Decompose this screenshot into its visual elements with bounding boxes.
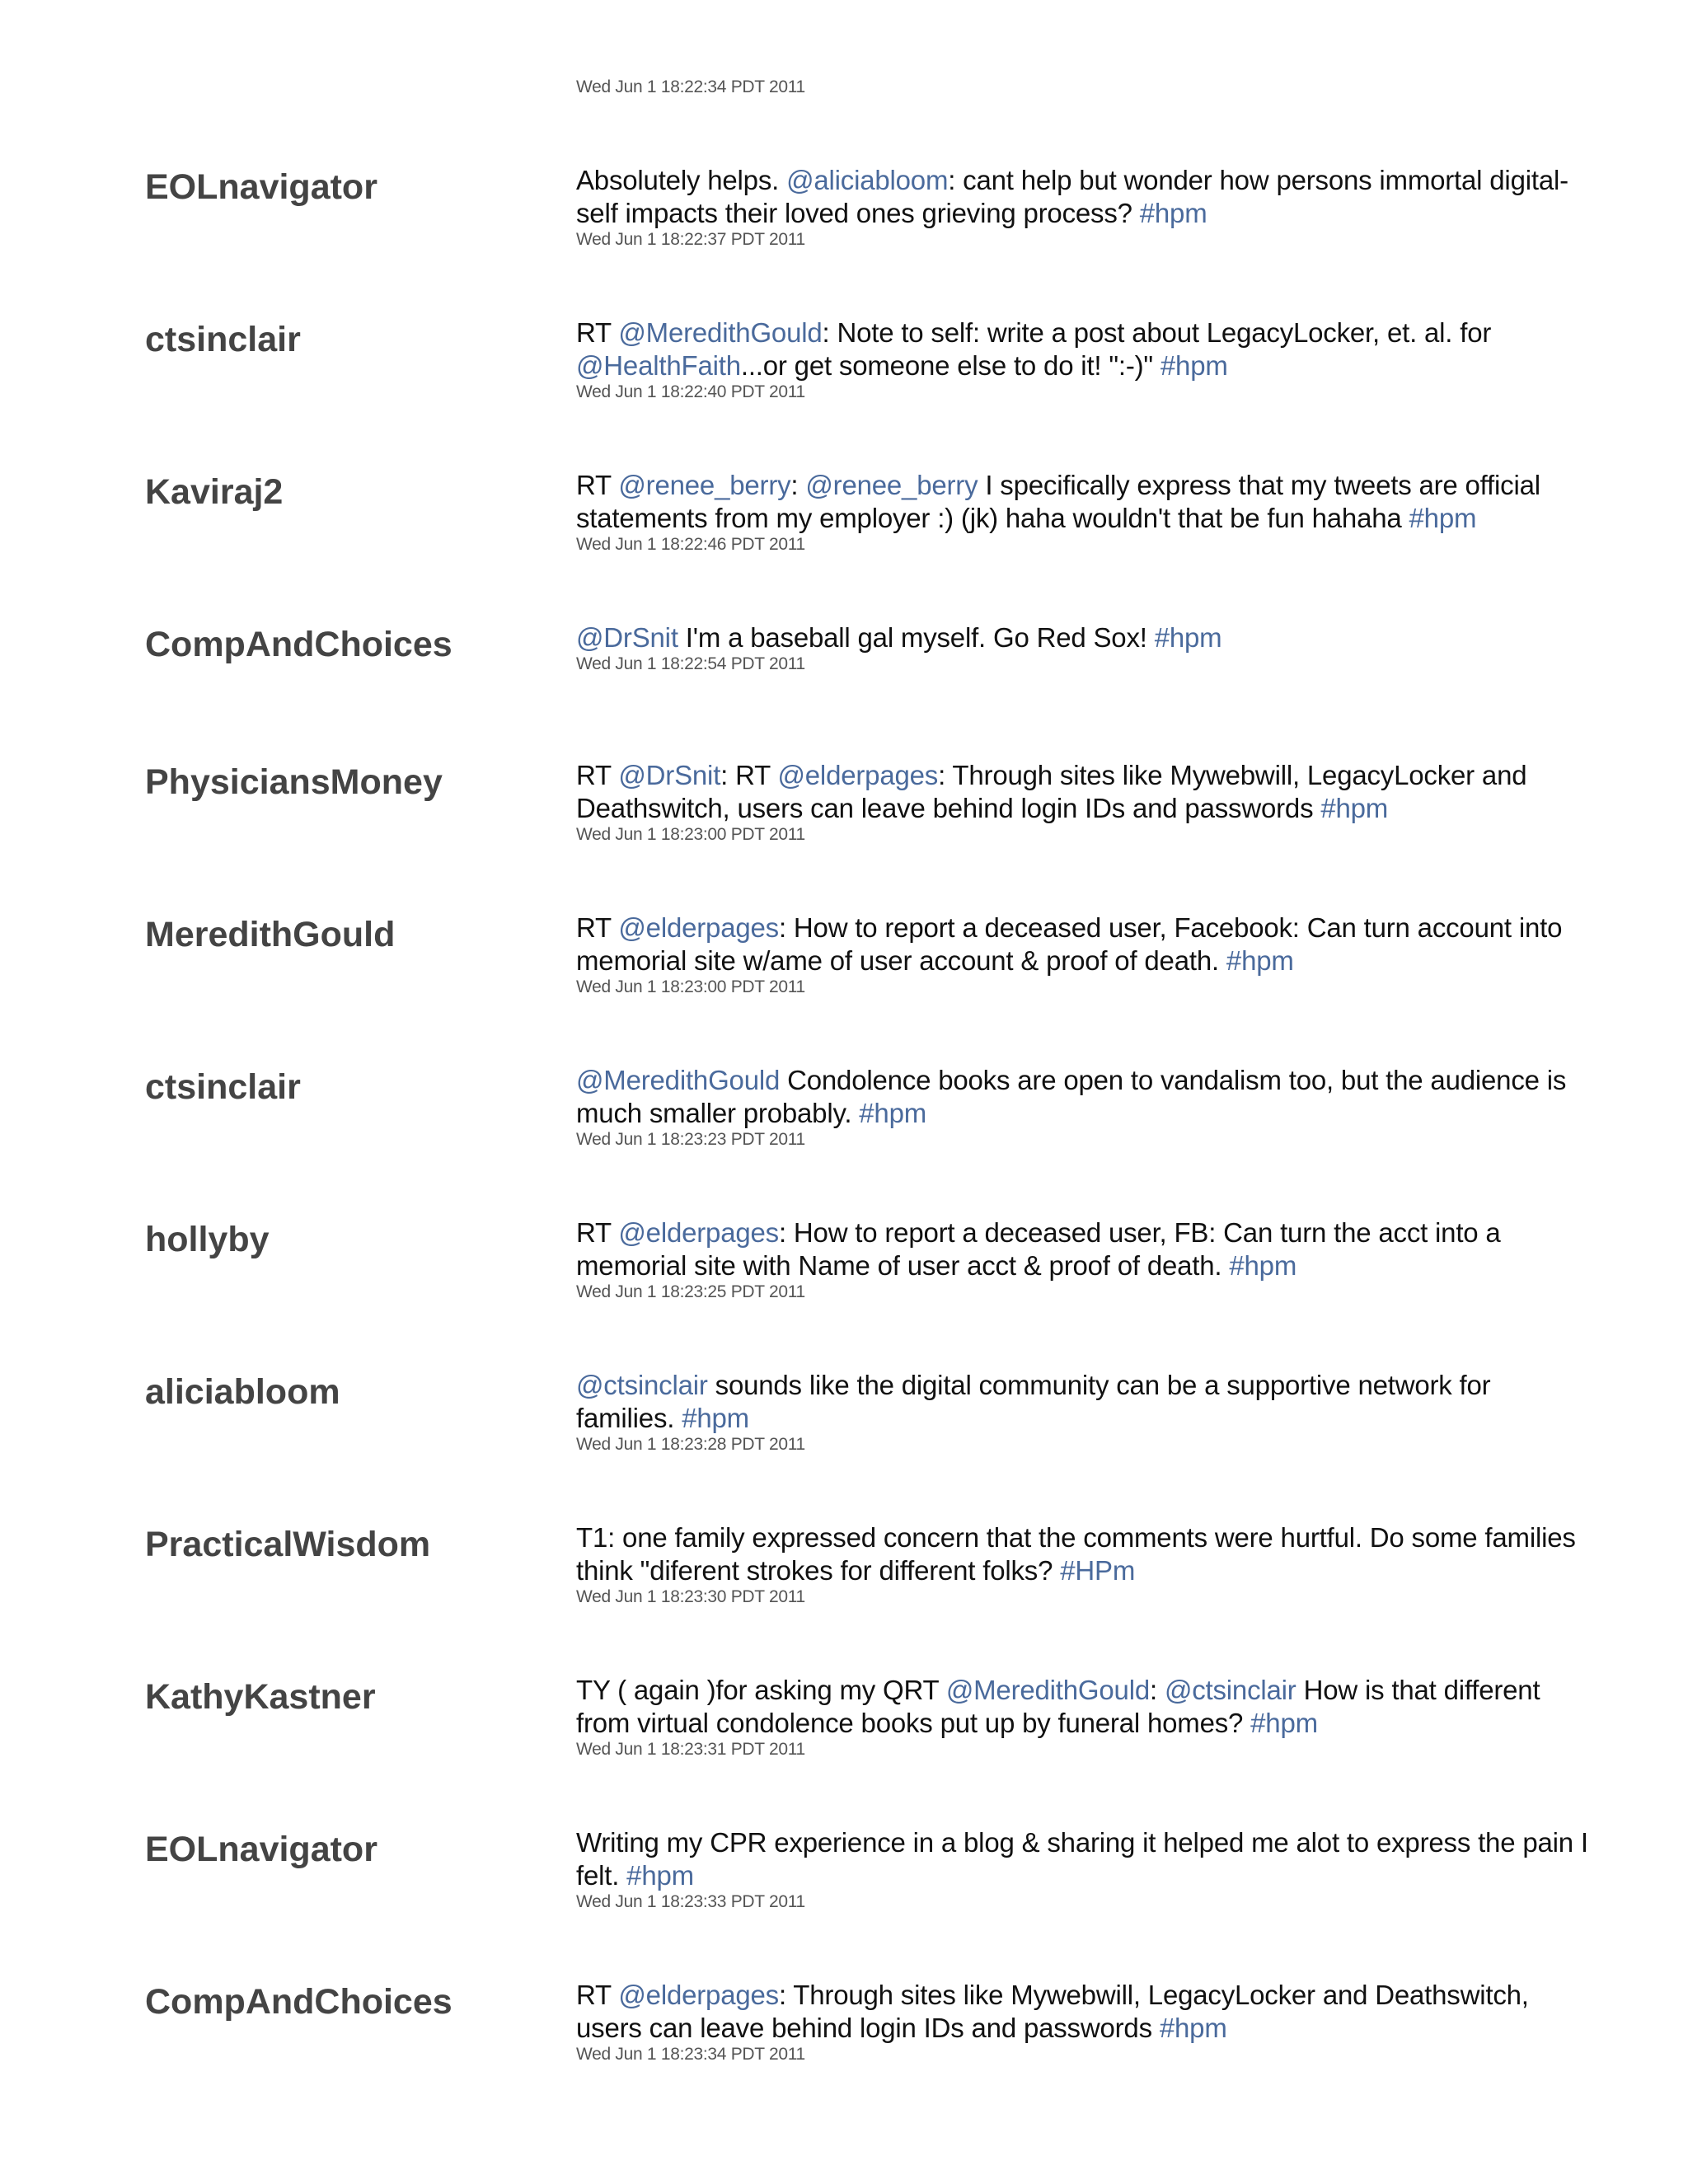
tweet-text xyxy=(576,1064,1590,1130)
tweet-text-segment: : Note to self: write a post about LegacyLocker, et. al. for xyxy=(822,317,1499,348)
tweet-text-segment: TY ( again )for asking my QRT xyxy=(576,1675,946,1705)
tweet-link[interactable]: #hpm xyxy=(1250,1708,1318,1738)
tweet-username[interactable]: CompAndChoices xyxy=(145,625,452,664)
tweet-body xyxy=(576,1521,1590,1607)
tweet-timestamp: Wed Jun 1 18:22:54 PDT 2011 xyxy=(576,654,805,673)
tweet-link[interactable]: @ctsinclair xyxy=(1164,1675,1296,1705)
tweet-body xyxy=(576,1674,1590,1760)
tweet-body xyxy=(576,1826,1596,1912)
tweet-text-segment: T1: one family expressed concern that the comments were hurtful. Do some families think "diferent strokes for different folks? xyxy=(576,1522,1583,1586)
tweet-link[interactable]: @elderpages xyxy=(777,760,939,790)
tweet-text xyxy=(576,1674,1590,1740)
tweet-text-segment: sounds like the digital community can be a supportive network for families. xyxy=(576,1370,1498,1433)
tweet-link[interactable]: @HealthFaith xyxy=(576,350,741,381)
tweet-link[interactable]: @MeredithGould xyxy=(945,1675,1150,1705)
tweet-entry xyxy=(0,165,1688,301)
tweet-entry xyxy=(0,1827,1688,1963)
tweet-link[interactable]: @MeredithGould xyxy=(576,1065,781,1095)
tweet-text-segment: Writing my CPR experience in a blog & sharing it helped me alot to express the pain I felt. xyxy=(576,1827,1596,1891)
tweet-text-segment: RT xyxy=(576,1217,619,1248)
tweet-link[interactable]: @renee_berry xyxy=(805,470,978,500)
tweet-body xyxy=(576,1064,1590,1150)
tweet-username[interactable]: ctsinclair xyxy=(145,320,301,359)
tweet-timestamp: Wed Jun 1 18:23:00 PDT 2011 xyxy=(576,825,805,844)
tweet-entry xyxy=(0,317,1688,453)
lead-timestamp: Wed Jun 1 18:22:34 PDT 2011 xyxy=(576,77,805,96)
tweet-link[interactable]: @DrSnit xyxy=(618,760,721,790)
tweet-timestamp: Wed Jun 1 18:23:25 PDT 2011 xyxy=(576,1282,805,1301)
tweet-text xyxy=(576,1521,1590,1587)
tweet-link[interactable]: @elderpages xyxy=(618,1217,779,1248)
tweet-entry xyxy=(0,1980,1688,2116)
tweet-text-segment: I specifically express that my tweets are official statements from my employer :) (jk) haha wouldn't that be fun hahaha xyxy=(576,470,1548,533)
tweet-text-segment: : xyxy=(790,470,806,500)
tweet-username[interactable]: PracticalWisdom xyxy=(145,1525,431,1564)
tweet-text xyxy=(576,1216,1590,1282)
tweet-text-segment: RT xyxy=(576,912,619,943)
tweet-username[interactable]: PhysiciansMoney xyxy=(145,762,443,802)
tweet-body xyxy=(576,1369,1590,1455)
tweet-link[interactable]: #hpm xyxy=(1159,2013,1227,2043)
tweet-text-segment: RT xyxy=(576,470,619,500)
tweet-timestamp: Wed Jun 1 18:23:00 PDT 2011 xyxy=(576,977,805,996)
tweet-link[interactable]: #hpm xyxy=(1139,198,1207,228)
tweet-entry xyxy=(0,912,1688,1048)
tweet-text xyxy=(576,316,1590,382)
tweet-text xyxy=(576,1826,1596,1892)
tweet-text-segment: How is that different from virtual condolence books put up by funeral homes? xyxy=(576,1675,1548,1738)
tweet-link[interactable]: @ctsinclair xyxy=(576,1370,708,1400)
tweet-timestamp: Wed Jun 1 18:23:31 PDT 2011 xyxy=(576,1740,805,1759)
tweet-text-segment: ...or get someone else to do it! ":-)" xyxy=(740,350,1160,381)
tweet-link[interactable]: #hpm xyxy=(859,1098,927,1128)
tweet-link[interactable]: #hpm xyxy=(682,1403,749,1433)
tweet-link[interactable]: @renee_berry xyxy=(618,470,791,500)
tweet-body xyxy=(576,912,1590,997)
tweet-body xyxy=(576,1979,1590,2064)
tweet-body xyxy=(576,1216,1590,1302)
tweet-text-segment: Absolutely helps. xyxy=(576,165,787,195)
tweet-text-segment: : cant help but wonder how persons immortal digital-self impacts their loved ones grieving process? xyxy=(576,165,1568,228)
tweet-timestamp: Wed Jun 1 18:23:33 PDT 2011 xyxy=(576,1892,805,1911)
tweet-entry xyxy=(0,622,1688,758)
tweet-timestamp: Wed Jun 1 18:23:34 PDT 2011 xyxy=(576,2045,805,2064)
tweet-link[interactable]: @MeredithGould xyxy=(618,317,823,348)
tweet-text-segment: RT xyxy=(576,1980,619,2010)
tweet-body xyxy=(576,759,1590,845)
tweet-link[interactable]: #hpm xyxy=(1409,503,1477,533)
tweet-username[interactable]: KathyKastner xyxy=(145,1677,376,1717)
tweet-username[interactable]: ctsinclair xyxy=(145,1067,301,1107)
tweet-link[interactable]: #HPm xyxy=(1060,1555,1136,1586)
tweet-link[interactable]: @DrSnit xyxy=(576,622,678,653)
tweet-entry xyxy=(0,1065,1688,1201)
tweet-body xyxy=(576,621,1590,674)
tweet-link[interactable]: #hpm xyxy=(1154,622,1222,653)
tweet-text-segment: : xyxy=(1150,1675,1165,1705)
tweet-entry xyxy=(0,1522,1688,1658)
tweet-body xyxy=(576,164,1590,250)
tweet-entry xyxy=(0,1217,1688,1353)
tweet-body xyxy=(576,469,1590,555)
tweet-link[interactable]: @elderpages xyxy=(618,1980,779,2010)
tweet-text xyxy=(576,912,1590,977)
tweet-username[interactable]: aliciabloom xyxy=(145,1372,340,1412)
tweet-timestamp: Wed Jun 1 18:23:28 PDT 2011 xyxy=(576,1435,805,1454)
tweet-text-segment: : RT xyxy=(720,760,778,790)
tweet-link[interactable]: #hpm xyxy=(1160,350,1228,381)
tweet-text xyxy=(576,1979,1590,2045)
tweet-username[interactable]: MeredithGould xyxy=(145,915,396,954)
tweet-link[interactable]: #hpm xyxy=(626,1860,694,1891)
tweet-text-segment: RT xyxy=(576,760,619,790)
tweet-link[interactable]: #hpm xyxy=(1320,793,1389,823)
tweet-entry xyxy=(0,470,1688,606)
tweet-entry xyxy=(0,1370,1688,1506)
tweet-link[interactable]: #hpm xyxy=(1226,945,1294,976)
tweet-link[interactable]: @aliciabloom xyxy=(786,165,949,195)
tweet-entry xyxy=(0,1675,1688,1811)
tweet-link[interactable]: #hpm xyxy=(1229,1250,1297,1281)
tweet-body xyxy=(576,316,1590,402)
tweet-text xyxy=(576,1369,1590,1435)
tweet-entry xyxy=(0,760,1688,896)
tweet-text xyxy=(576,759,1590,825)
tweet-username[interactable]: Kaviraj2 xyxy=(145,472,284,512)
tweet-text xyxy=(576,621,1590,654)
tweet-timestamp: Wed Jun 1 18:22:40 PDT 2011 xyxy=(576,382,805,401)
tweet-text-segment: : Through sites like Mywebwill, LegacyLocker and Deathswitch, users can leave behind login IDs and passwords xyxy=(576,760,1535,823)
tweet-username[interactable]: EOLnavigator xyxy=(145,167,377,207)
tweet-text-segment: : How to report a deceased user, Facebook: Can turn account into memorial site w/ame of user account & proof of death. xyxy=(576,912,1570,976)
tweet-text-segment: RT xyxy=(576,317,619,348)
tweet-text-segment: : Through sites like Mywebwill, LegacyLocker and Deathswitch, users can leave behind login IDs and passwords xyxy=(576,1980,1536,2043)
tweet-timestamp: Wed Jun 1 18:23:30 PDT 2011 xyxy=(576,1587,805,1606)
tweet-link[interactable]: @elderpages xyxy=(618,912,779,943)
tweet-username[interactable]: EOLnavigator xyxy=(145,1830,377,1869)
tweet-timestamp: Wed Jun 1 18:23:23 PDT 2011 xyxy=(576,1130,805,1149)
tweet-text-segment: I'm a baseball gal myself. Go Red Sox! xyxy=(678,622,1155,653)
tweet-timestamp: Wed Jun 1 18:22:37 PDT 2011 xyxy=(576,230,805,249)
tweet-text-segment: Condolence books are open to vandalism too, but the audience is much smaller probably. xyxy=(576,1065,1574,1128)
tweet-timestamp: Wed Jun 1 18:22:46 PDT 2011 xyxy=(576,535,805,554)
tweet-username[interactable]: hollyby xyxy=(145,1220,270,1259)
tweet-username[interactable]: CompAndChoices xyxy=(145,1982,452,2022)
tweet-text xyxy=(576,164,1590,230)
tweet-text xyxy=(576,469,1590,535)
tweet-text-segment: : How to report a deceased user, FB: Can turn the acct into a memorial site with Name of user acct & proof of death. xyxy=(576,1217,1508,1281)
